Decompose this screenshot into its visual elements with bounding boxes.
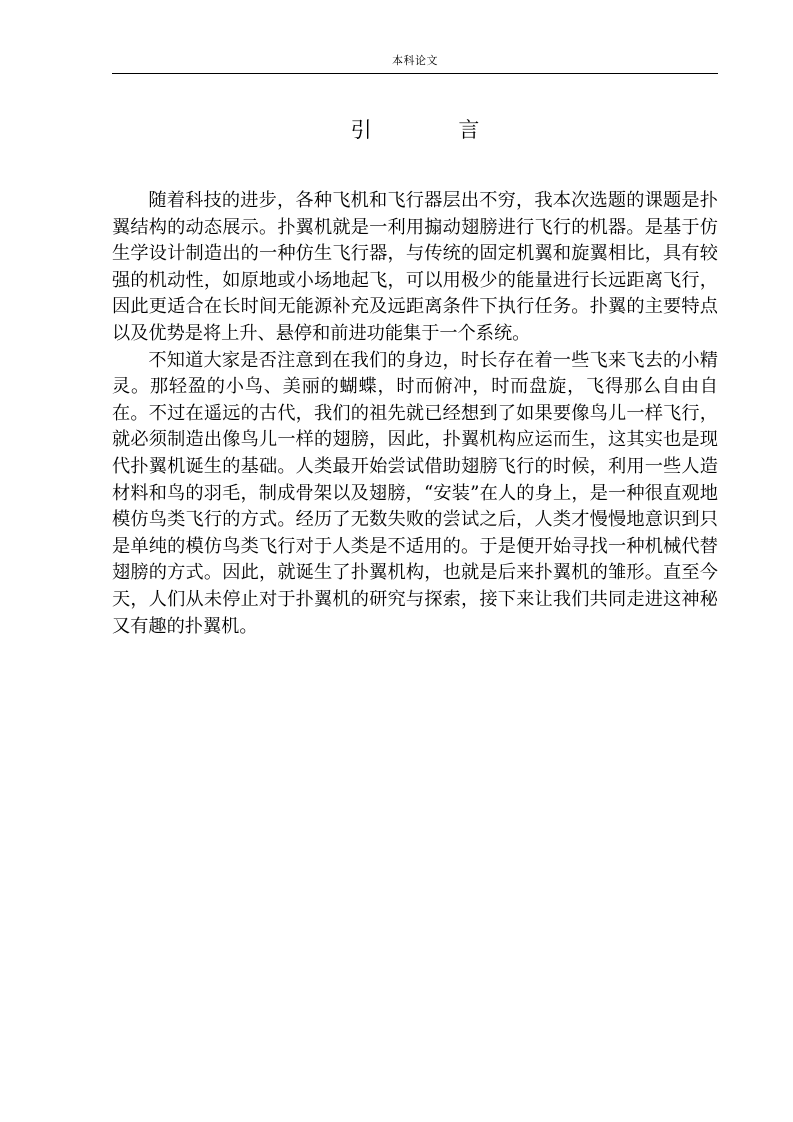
- paragraph-1: 随着科技的进步，各种飞机和飞行器层出不穷，我本次选题的课题是扑翼结构的动态展示。扑翼机就是一利用搧动翅膀进行飞行的机器。是基于仿生学设计制造出的一种仿生飞行器，与传统的固定机翼和旋翼相比，具有较强的机动性，如原地或小场地起飞，可以用极少的能量进行长远距离飞行，因此更适合在长时间无能源补充及远距离条件下执行任务。扑翼的主要特点以及优势是将上升、悬停和前进功能集于一个系统。: [112, 190, 718, 344]
- body-text: [112, 188, 718, 640]
- header-rule: [112, 73, 718, 74]
- running-header: 本科论文: [392, 54, 438, 67]
- paragraph-2: 不知道大家是否注意到在我们的身边，时长存在着一些飞来飞去的小精灵。那轻盈的小鸟、美丽的蝴蝶，时而俯冲，时而盘旋，飞得那么自由自在。不过在遥远的古代，我们的祖先就已经想到了如果要像鸟儿一样飞行，就必须制造出像鸟儿一样的翅膀，因此，扑翼机构应运而生，这其实也是现代扑翼机诞生的基础。人类最开始尝试借助翅膀飞行的时候，利用一些人造材料和鸟的羽毛，制成骨架以及翅膀，“安装”在人的身上，是一种很直观地模仿鸟类飞行的方式。经历了无数失败的尝试之后，人类才慢慢地意识到只是单纯的模仿鸟类飞行对于人类是不适用的。于是便开始寻找一种机械代替翅膀的方式。因此，就诞生了扑翼机构，也就是后来扑翼机的雏形。直至今天，人们从未停止对于扑翼机的研究与探索，接下来让我们共同走进这神秘又有趣的扑翼机。: [112, 349, 718, 637]
- section-title: 引 言: [350, 118, 520, 142]
